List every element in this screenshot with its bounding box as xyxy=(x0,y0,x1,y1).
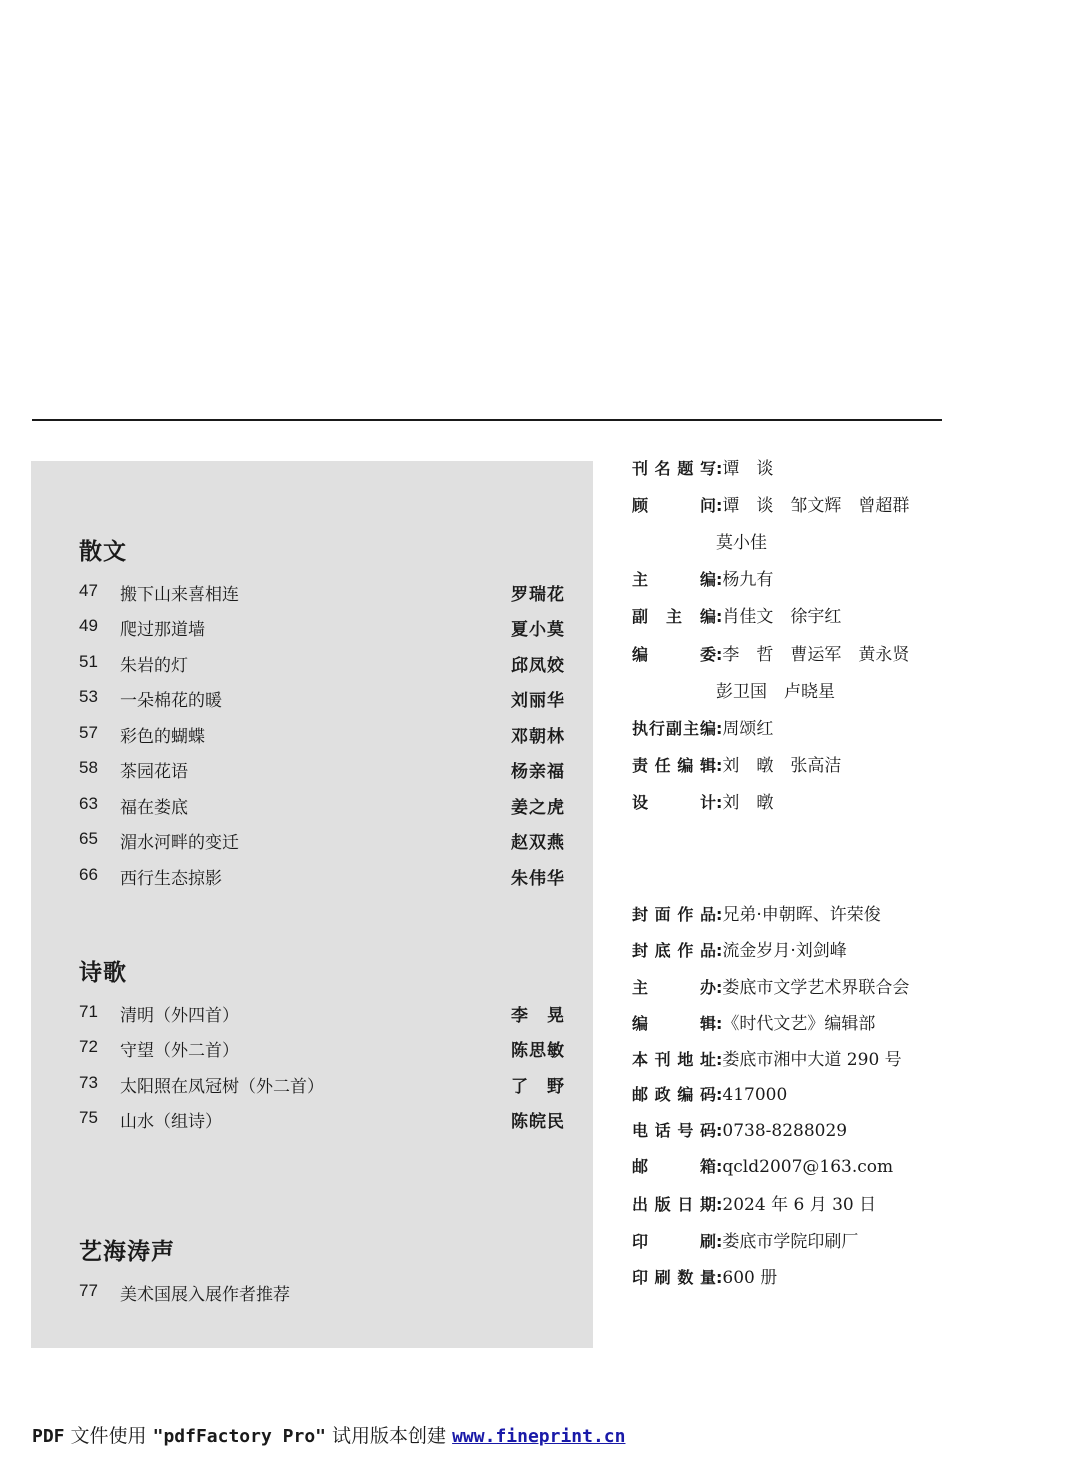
page-number: 49 xyxy=(79,616,98,635)
page-number: 77 xyxy=(79,1281,98,1300)
toc-entry[interactable] xyxy=(79,754,565,784)
article-title: 茶园花语 xyxy=(120,762,188,782)
footer-text: 文件使用 xyxy=(64,1425,153,1447)
masthead-label: 电话号码 xyxy=(632,1121,716,1140)
masthead-row: 责任编辑:刘 暾 张高洁 xyxy=(632,751,841,781)
toc-entry[interactable] xyxy=(79,1033,565,1063)
masthead-label: 执行副主编 xyxy=(632,719,716,738)
section-title-poetry: 诗歌 xyxy=(79,960,127,986)
section-title-arts: 艺海涛声 xyxy=(79,1239,175,1265)
page-number: 63 xyxy=(79,794,98,813)
masthead-label: 主 编 xyxy=(632,570,716,589)
article-author: 夏小莫 xyxy=(511,620,565,640)
masthead-row: 刊名题写:谭 谈 xyxy=(632,454,773,484)
article-author: 杨亲福 xyxy=(511,762,565,782)
footer-text: 试用版本创建 xyxy=(326,1425,453,1447)
footer-link[interactable]: www.fineprint.cn xyxy=(452,1426,626,1447)
article-author: 赵双燕 xyxy=(511,833,565,853)
masthead-value: 2024 年 6 月 30 日 xyxy=(722,1195,877,1215)
masthead-row: 副 主 编:肖佳文 徐宇红 xyxy=(632,602,841,632)
article-author: 姜之虎 xyxy=(511,798,565,818)
masthead-label: 封面作品 xyxy=(632,905,716,924)
toc-entry[interactable] xyxy=(79,861,565,891)
masthead-row xyxy=(632,528,767,558)
masthead-value: 莫小佳 xyxy=(716,533,767,553)
masthead-value: 娄底市学院印刷厂 xyxy=(722,1232,859,1252)
section-title-prose: 散文 xyxy=(79,539,127,565)
masthead-label: 编 委 xyxy=(632,645,716,664)
masthead-value: 谭 谈 邹文辉 曾超群 xyxy=(722,496,910,516)
masthead-label: 本刊地址 xyxy=(632,1050,716,1069)
article-author: 李 晃 xyxy=(511,1006,565,1026)
footer-product: "pdfFactory Pro" xyxy=(152,1426,326,1447)
masthead-label: 印 刷 xyxy=(632,1232,716,1251)
toc-entry[interactable] xyxy=(79,790,565,820)
masthead-row: 编 委:李 哲 曹运军 黄永贤 xyxy=(632,640,909,670)
masthead-label: 封底作品 xyxy=(632,941,716,960)
toc-entry[interactable] xyxy=(79,1104,565,1134)
masthead-row: 封底作品:流金岁月·刘剑峰 xyxy=(632,936,847,966)
masthead-value: 娄底市湘中大道 290 号 xyxy=(722,1050,902,1070)
masthead-row: 本刊地址:娄底市湘中大道 290 号 xyxy=(632,1045,902,1075)
article-author: 刘丽华 xyxy=(511,691,565,711)
article-title: 美术国展入展作者推荐 xyxy=(120,1285,290,1305)
article-title: 太阳照在凤冠树（外二首） xyxy=(120,1077,324,1097)
masthead-label: 责任编辑 xyxy=(632,756,716,775)
article-title: 守望（外二首） xyxy=(120,1041,239,1061)
masthead-value: 李 哲 曹运军 黄永贤 xyxy=(722,645,910,665)
masthead-row: 电话号码:0738-8288029 xyxy=(632,1118,847,1148)
page-number: 65 xyxy=(79,829,98,848)
masthead-row: 设 计:刘 暾 xyxy=(632,788,773,818)
page-number: 66 xyxy=(79,865,98,884)
masthead-row: 执行副主编:周颂红 xyxy=(632,714,773,744)
masthead-row: 出版日期:2024 年 6 月 30 日 xyxy=(632,1190,876,1220)
article-author: 邱凤姣 xyxy=(511,656,565,676)
masthead-row: 印刷数量:600 册 xyxy=(632,1263,777,1293)
masthead-value: qcld2007@163.com xyxy=(722,1157,894,1177)
page-number: 58 xyxy=(79,758,98,777)
article-title: 爬过那道墙 xyxy=(120,620,205,640)
article-title: 一朵棉花的暖 xyxy=(120,691,222,711)
article-author: 邓朝林 xyxy=(511,727,565,747)
article-title: 朱岩的灯 xyxy=(120,656,188,676)
masthead-value: 娄底市文学艺术界联合会 xyxy=(722,978,910,998)
masthead-value: 杨九有 xyxy=(722,570,774,590)
page-number: 47 xyxy=(79,581,98,600)
masthead-row xyxy=(632,677,835,707)
toc-entry[interactable] xyxy=(79,1069,565,1099)
masthead-value: 周颂红 xyxy=(722,719,774,739)
article-title: 彩色的蝴蝶 xyxy=(120,727,205,747)
masthead-value: 刘 暾 张高洁 xyxy=(722,756,842,776)
masthead-row: 主 编:杨九有 xyxy=(632,565,773,595)
masthead-label: 设 计 xyxy=(632,793,716,812)
masthead-label: 编 辑 xyxy=(632,1014,716,1033)
masthead-row: 邮 箱:qcld2007@163.com xyxy=(632,1154,893,1184)
toc-entry[interactable] xyxy=(79,1277,565,1307)
page-number: 72 xyxy=(79,1037,98,1056)
masthead-value: 600 册 xyxy=(722,1268,778,1288)
article-title: 清明（外四首） xyxy=(120,1006,239,1026)
article-title: 山水（组诗） xyxy=(120,1112,222,1132)
masthead-value: 《时代文艺》编辑部 xyxy=(722,1014,876,1034)
article-title: 西行生态掠影 xyxy=(120,869,222,889)
masthead-label: 顾 问 xyxy=(632,496,716,515)
masthead-value: 肖佳文 徐宇红 xyxy=(722,607,842,627)
table-of-contents xyxy=(31,461,593,1348)
masthead-row: 邮政编码:417000 xyxy=(632,1082,787,1112)
article-author: 了 野 xyxy=(511,1077,565,1097)
masthead-value: 0738-8288029 xyxy=(722,1121,848,1141)
masthead-value: 刘 暾 xyxy=(722,793,774,813)
page-number: 71 xyxy=(79,1002,98,1021)
toc-entry[interactable] xyxy=(79,648,565,678)
masthead-row: 编 辑:《时代文艺》编辑部 xyxy=(632,1009,875,1039)
article-author: 陈皖民 xyxy=(511,1112,565,1132)
toc-entry[interactable] xyxy=(79,683,565,713)
masthead-label: 主 办 xyxy=(632,978,716,997)
article-author: 罗瑞花 xyxy=(511,585,565,605)
article-title: 搬下山来喜相连 xyxy=(120,585,239,605)
masthead-row: 顾 问:谭 谈 邹文辉 曾超群 xyxy=(632,491,909,521)
toc-entry[interactable] xyxy=(79,577,565,607)
masthead-row: 封面作品:兄弟·申朝晖、许荣俊 xyxy=(632,900,881,930)
masthead-label: 副 主 编 xyxy=(632,607,716,626)
page-number: 73 xyxy=(79,1073,98,1092)
page-number: 75 xyxy=(79,1108,98,1127)
article-title: 福在娄底 xyxy=(120,798,188,818)
masthead-value: 流金岁月·刘剑峰 xyxy=(722,941,847,961)
footer-prefix: PDF xyxy=(32,1426,65,1447)
masthead-value: 彭卫国 卢晓星 xyxy=(716,682,835,702)
toc-entry[interactable] xyxy=(79,825,565,855)
pdf-watermark-footer xyxy=(32,1421,625,1448)
masthead-label: 刊名题写 xyxy=(632,459,716,478)
header-rule xyxy=(32,419,942,421)
masthead-label: 出版日期 xyxy=(632,1195,716,1214)
page-number: 51 xyxy=(79,652,98,671)
masthead-value: 兄弟·申朝晖、许荣俊 xyxy=(722,905,881,925)
masthead-row: 印 刷:娄底市学院印刷厂 xyxy=(632,1227,858,1257)
masthead-label: 印刷数量 xyxy=(632,1268,716,1287)
masthead-value: 谭 谈 xyxy=(722,459,774,479)
article-title: 湄水河畔的变迁 xyxy=(120,833,239,853)
toc-entry[interactable] xyxy=(79,719,565,749)
article-author: 朱伟华 xyxy=(511,869,565,889)
article-author: 陈思敏 xyxy=(511,1041,565,1061)
masthead-label: 邮政编码 xyxy=(632,1085,716,1104)
masthead-value: 417000 xyxy=(722,1085,788,1105)
masthead-row: 主 办:娄底市文学艺术界联合会 xyxy=(632,973,909,1003)
page-number: 57 xyxy=(79,723,98,742)
toc-entry[interactable] xyxy=(79,612,565,642)
page-number: 53 xyxy=(79,687,98,706)
toc-entry[interactable] xyxy=(79,998,565,1028)
masthead-label: 邮 箱 xyxy=(632,1157,716,1176)
